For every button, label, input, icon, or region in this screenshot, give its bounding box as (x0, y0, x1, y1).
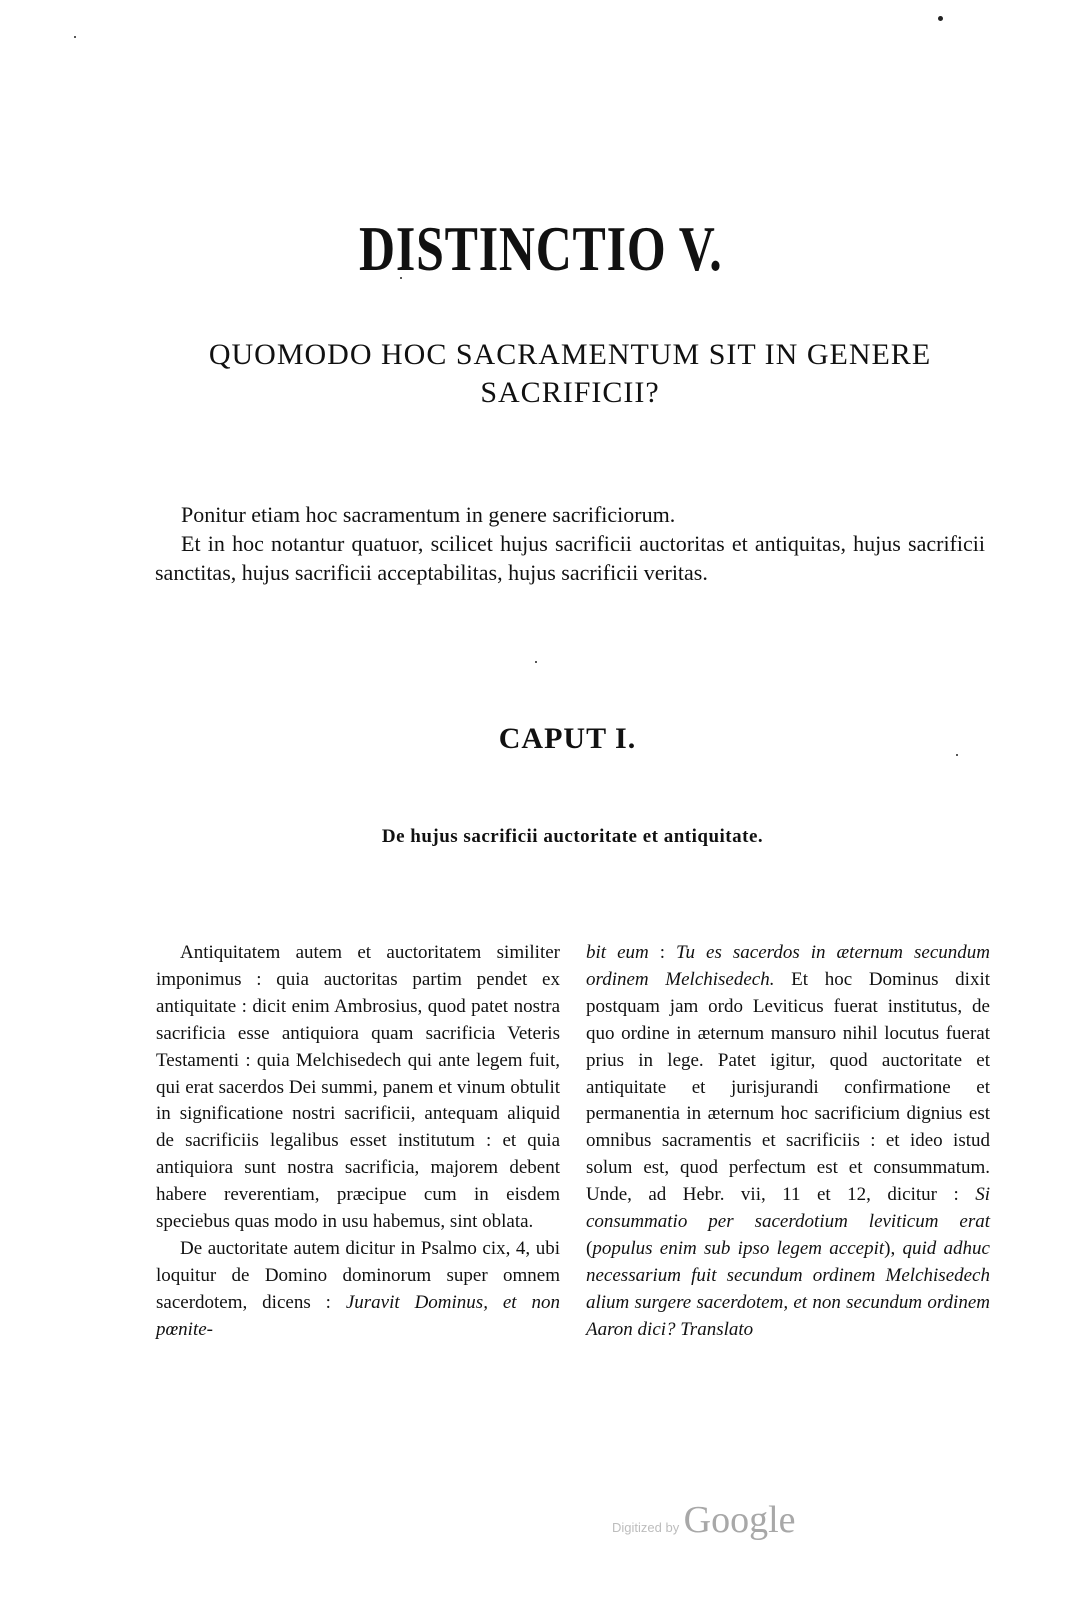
text-run: : (648, 942, 677, 963)
right-column (586, 940, 990, 1344)
digitized-watermark (612, 1498, 796, 1542)
intro-paragraph: Et in hoc notantur quatuor, scilicet hujus sacrificii auctoritas et antiquitas, hujus sacrificii sanctitas, hujus sacrificii acceptabilitas, hujus sacrificii veritas. (155, 531, 985, 585)
distinction-title: DISTINCTIO V. (359, 213, 723, 284)
text-run: ), (884, 1237, 903, 1259)
italic-quote: Si consummatio per sacerdotium leviticum erat (586, 1184, 990, 1233)
paragraph-continued (586, 940, 990, 1344)
intro-text (155, 500, 985, 587)
left-column (156, 940, 560, 1344)
digitized-label: Digitized by (612, 1520, 680, 1535)
google-logo: Google (683, 1499, 796, 1541)
italic-quote: bit eum (586, 942, 649, 963)
paragraph: Antiquitatem autem et auctoritatem similiter imponimus : quia auctoritas partim pendet ex antiquitate : dicit enim Ambrosius, quod patet nostra sacrificia esse antiquiora quam sacrificia Veteris Testamenti : quia Melchisedech qui ante legem fuit, qui erat sacerdos Dei summi, panem et vinum obtulit in significatione nostri sacrificii, antequam aliquid de sacrificiis legalibus esset institutum : et quia antiquiora sunt nostra sacrificia, majorem debent habere reverentiam, præcipue cum in eisdem speciebus quas modo in usu habemus, sint oblata. (156, 942, 560, 1233)
text-run: De auctoritate autem dicitur in Psalmo cix, 4, ubi loquitur de Domino dominorum super omnem sacerdotem, dicens : (156, 1237, 560, 1313)
italic-quote: quid adhuc necessarium fuit secundum ordinem Melchisedech alium surgere sacerdotem, et non secundum ordinem Aaron dici? Translato (586, 1237, 990, 1340)
intro-paragraph: Ponitur etiam hoc sacramentum in genere sacrificiorum. (181, 502, 676, 527)
print-speck (74, 36, 76, 38)
distinction-subtitle: QUOMODO HOC SACRAMENTUM SIT IN GENERE SACRIFICII? (208, 338, 932, 409)
text-run: ( (586, 1237, 593, 1259)
chapter-heading: CAPUT I. (498, 722, 637, 755)
text-run: Et hoc Dominus dixit postquam jam ordo Leviticus fuerat institutus, de quo ordine in æternum mansuro nihil locutus fuerat prius in lege. Patet igitur, quod auctoritate et antiquitate et jurisjurandi confirmatione et permanentia in æternum hoc sacrificium dignius est omnibus sacramentis et sacrificiis : et ideo istud solum est, quod perfectum est et consummatum. Unde, ad Hebr. vii, 11 et 12, dicitur : (586, 968, 991, 1206)
italic-quote: Tu es sacerdos in æternum secundum ordinem Melchisedech. (586, 942, 990, 990)
chapter-subheading: De hujus sacrificii auctoritate et antiquitate. (381, 826, 764, 847)
italic-quote: populus enim sub ipso legem accepit (592, 1237, 885, 1259)
paragraph (156, 1236, 560, 1344)
print-speck (938, 16, 943, 21)
italic-quote: Juravit Dominus, et non pœnite- (156, 1291, 560, 1340)
print-speck (535, 661, 537, 663)
